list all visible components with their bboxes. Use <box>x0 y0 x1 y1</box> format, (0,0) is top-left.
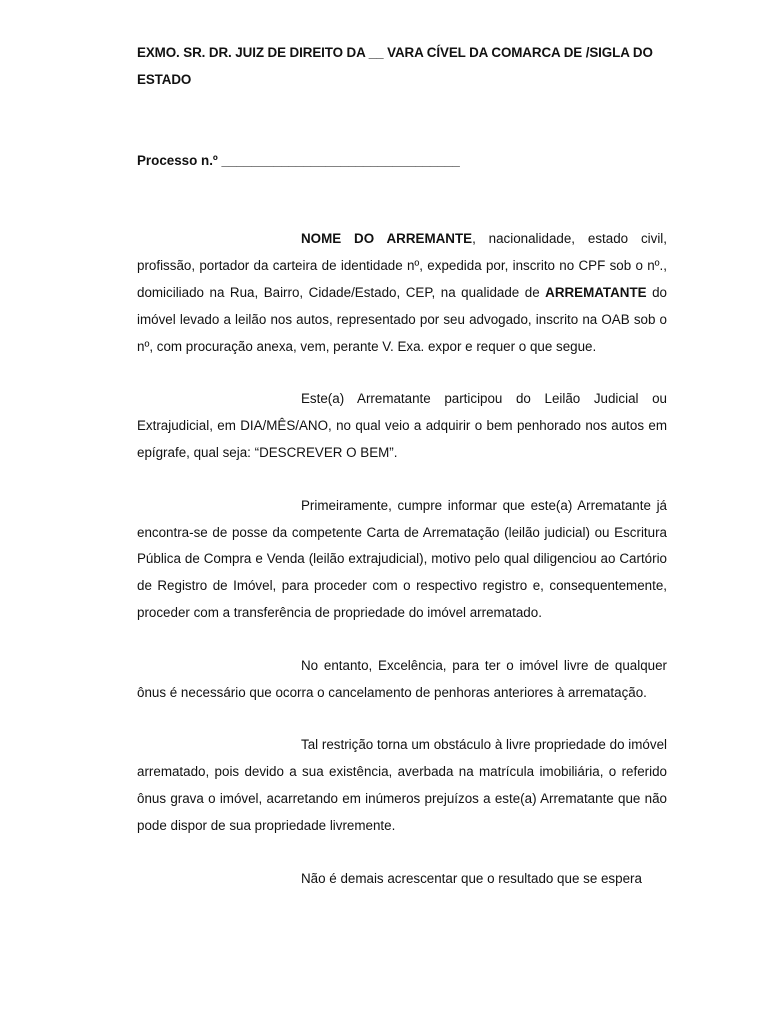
qualification-text-1: , nacionalidade, estado civil, profissão, portador da carteira de identidade nº, expedida por, inscrito no CPF sob o nº., domiciliado na Rua, Bairro, Cidade/Estado, CEP, na qualidade de <box>137 231 668 300</box>
paragraph-possession: Primeiramente, cumpre informar que este(a) Arrematante já encontra-se de posse da competente Carta de Arrematação (leilão judicial) ou Escritura Pública de Compra e Venda (leilão extrajudicial), motivo pelo qual diligenciou ao Cartório de Registro de Imóvel, para proceder com o respectivo registro e, consequentemente, proceder com a transferência de propriedade do imóvel arrematado. <box>137 497 667 620</box>
document-body <box>137 40 667 892</box>
paragraph-qualification <box>137 226 667 360</box>
court-heading: EXMO. SR. DR. JUIZ DE DIREITO DA __ VARA CÍVEL DA COMARCA DE /SIGLA DO ESTADO <box>137 45 653 87</box>
qualification-text-2: do imóvel levado a leilão nos autos, representado por seu advogado, inscrito na OAB sob o nº, com procuração anexa, vem, perante V. Exa. expor e requer o que segue. <box>137 284 667 354</box>
paragraph-encumbrance: No entanto, Excelência, para ter o imóvel livre de qualquer ônus é necessário que ocorra o cancelamento de penhoras anteriores à arrematação. <box>137 657 667 700</box>
paragraph-conclusion: Não é demais acrescentar que o resultado que se espera <box>301 870 642 886</box>
arrematante-name: NOME DO ARREMANTE <box>301 231 473 247</box>
paragraph-auction: Este(a) Arrematante participou do Leilão Judicial ou Extrajudicial, em DIA/MÊS/ANO, no qual veio a adquirir o bem penhorado nos autos em epígrafe, qual seja: “DESCREVER O BEM”. <box>137 391 667 460</box>
process-number-line: Processo n.º ________________________________ <box>137 152 460 168</box>
arrematante-role: ARREMATANTE <box>545 284 647 300</box>
paragraph-restriction: Tal restrição torna um obstáculo à livre propriedade do imóvel arrematado, pois devido a sua existência, averbada na matrícula imobiliária, o referido ônus grava o imóvel, acarretando em inúmeros prejuízos a este(a) Arrematante que não pode dispor de sua propriedade livremente. <box>137 737 667 833</box>
